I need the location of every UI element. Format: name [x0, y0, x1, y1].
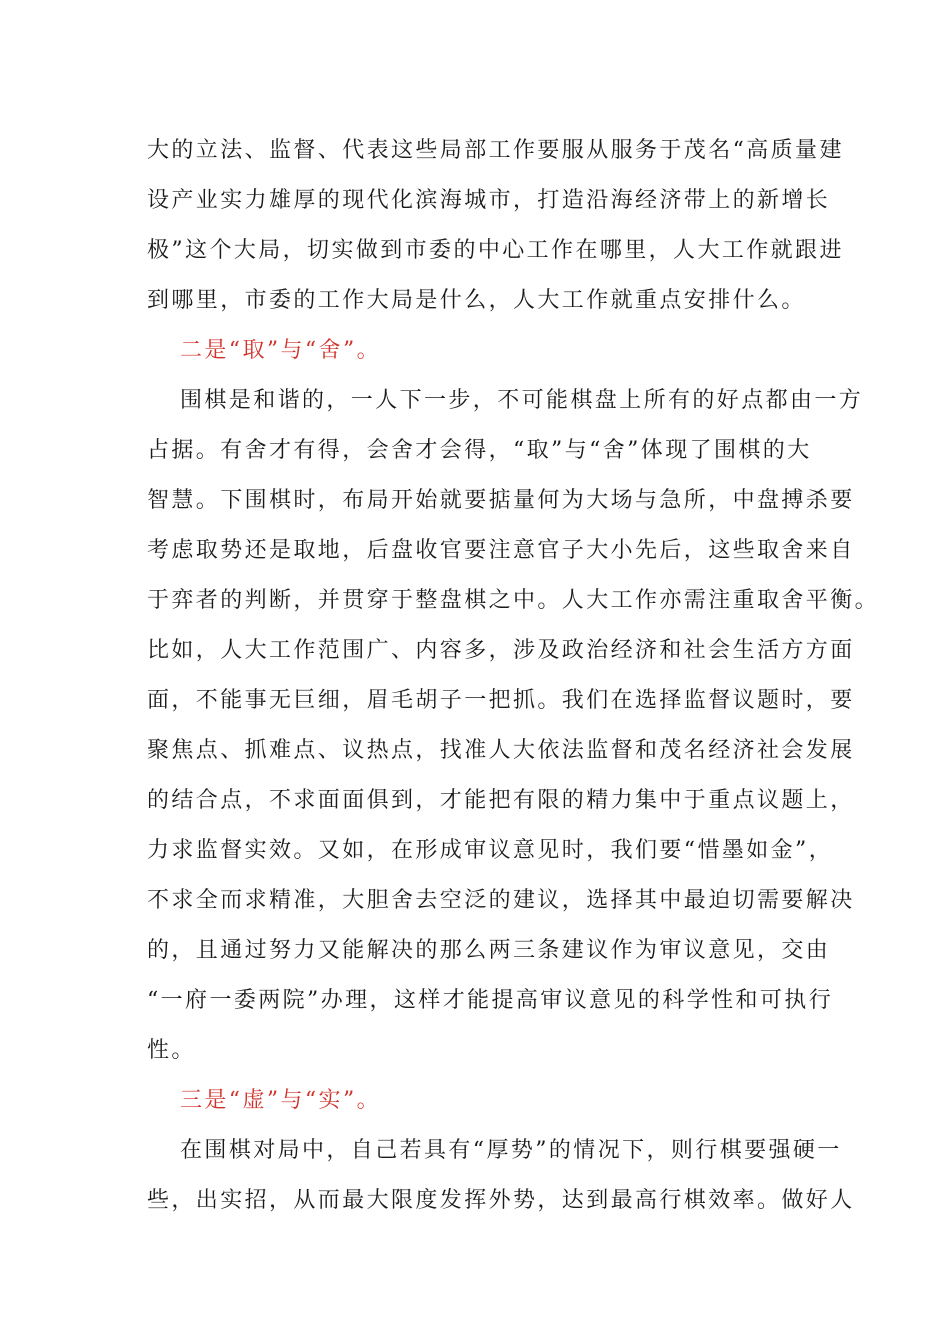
text-line: 不求全而求精准，大胆舍去空泛的建议，选择其中最迫切需要解决 — [147, 888, 855, 913]
text-line: 性。 — [147, 1038, 196, 1063]
section-heading: 三是“虚”与“实”。 — [180, 1088, 381, 1113]
text-line: 在围棋对局中，自己若具有“厚势”的情况下，则行棋要强硬一 — [180, 1138, 842, 1163]
text-line: 的，且通过努力又能解决的那么两三条建议作为审议意见，交由 — [147, 938, 831, 963]
text-line: 极”这个大局，切实做到市委的中心工作在哪里，人大工作就跟进 — [147, 238, 844, 263]
text-line: 大的立法、监督、代表这些局部工作要服从服务于茂名“高质量建 — [147, 138, 844, 163]
text-line: 面，不能事无巨细，眉毛胡子一把抓。我们在选择监督议题时，要 — [147, 688, 855, 713]
text-line: 智慧。下围棋时，布局开始就要掂量何为大场与急所，中盘搏杀要 — [147, 488, 855, 513]
text-line: 于弈者的判断，并贯穿于整盘棋之中。人大工作亦需注重取舍平衡。 — [147, 588, 880, 613]
text-line: 设产业实力雄厚的现代化滨海城市，打造沿海经济带上的新增长 — [147, 188, 831, 213]
text-line: 比如，人大工作范围广、内容多，涉及政治经济和社会生活方方面 — [147, 638, 855, 663]
text-line: 到哪里，市委的工作大局是什么，人大工作就重点安排什么。 — [147, 288, 806, 313]
text-line: 力求监督实效。又如，在形成审议意见时，我们要“惜墨如金”， — [147, 838, 834, 863]
text-line: 些，出实招，从而最大限度发挥外势，达到最高行棋效率。做好人 — [147, 1188, 855, 1213]
text-line: 围棋是和谐的，一人下一步，不可能棋盘上所有的好点都由一方 — [180, 388, 864, 413]
text-line: 考虑取势还是取地，后盘收官要注意官子大小先后，这些取舍来自 — [147, 538, 855, 563]
text-line: 聚焦点、抓难点、议热点，找准人大依法监督和茂名经济社会发展 — [147, 738, 855, 763]
text-line: 的结合点，不求面面俱到，才能把有限的精力集中于重点议题上， — [147, 788, 855, 813]
section-heading: 二是“取”与“舍”。 — [180, 338, 381, 363]
text-line: 占据。有舍才有得，会舍才会得，“取”与“舍”体现了围棋的大 — [147, 438, 812, 463]
text-line: “一府一委两院”办理，这样才能提高审议意见的科学性和可执行 — [147, 988, 834, 1013]
